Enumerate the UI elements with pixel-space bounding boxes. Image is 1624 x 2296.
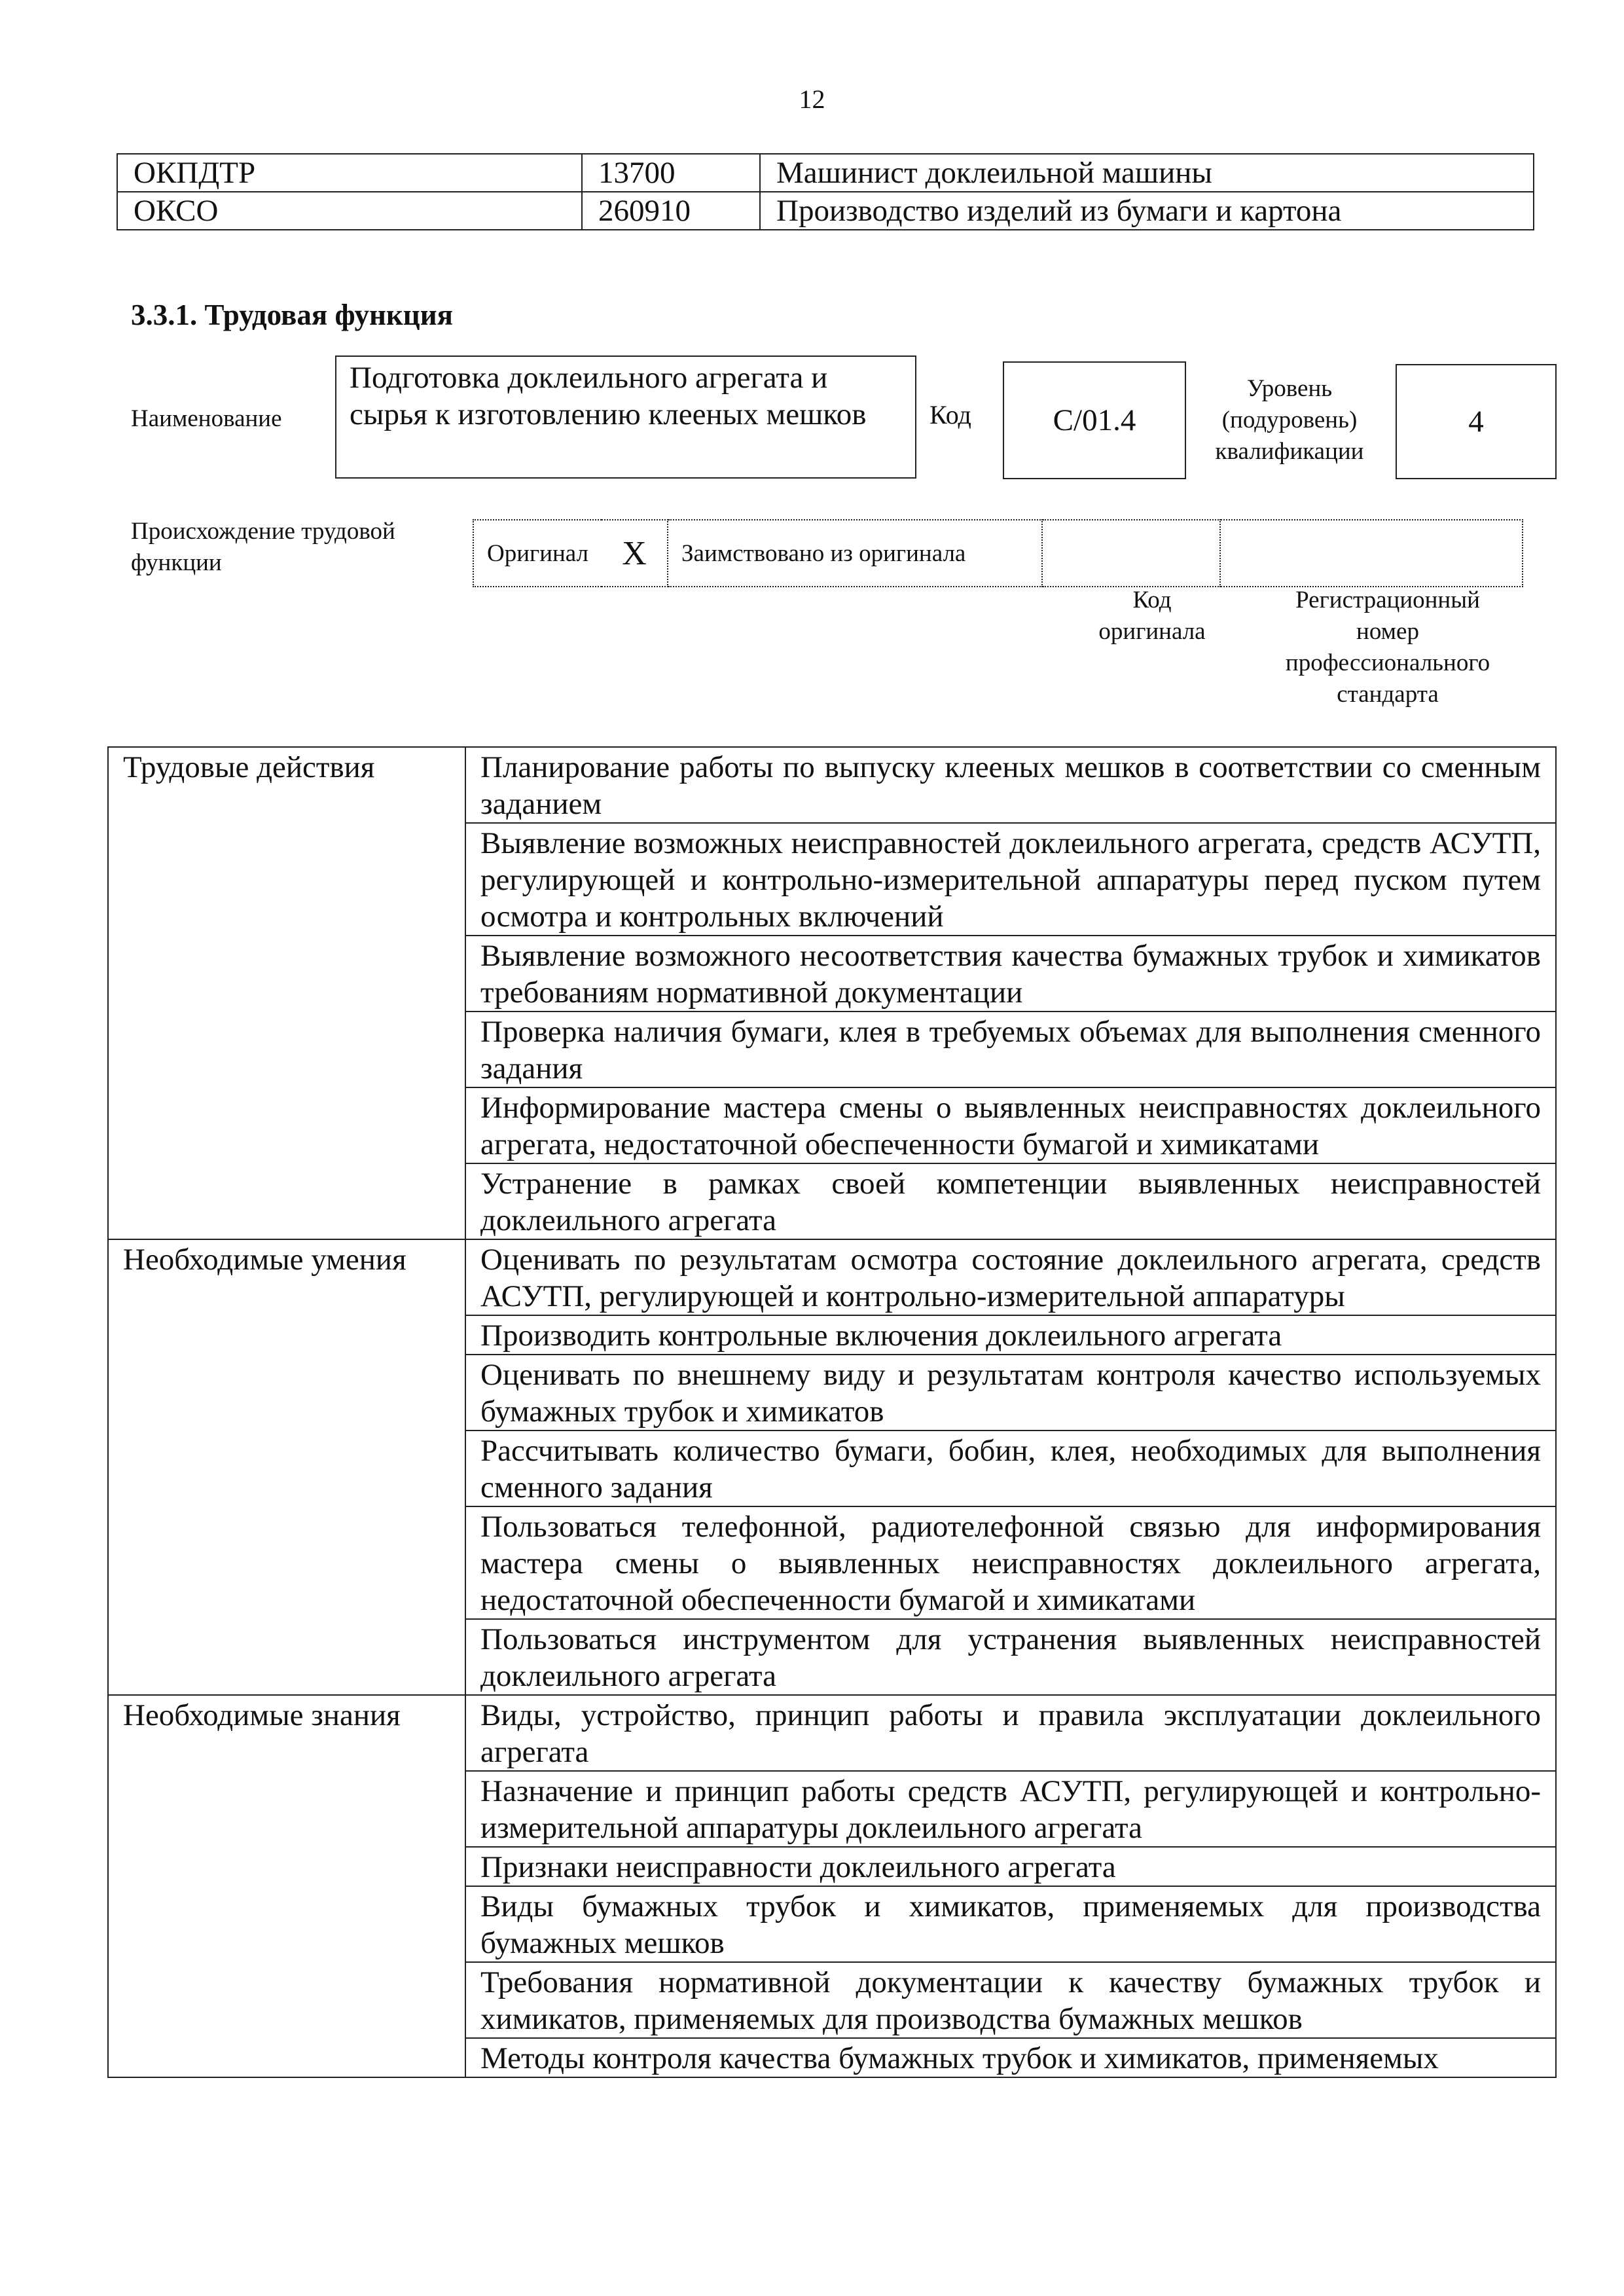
list-item: Признаки неисправности доклеильного агрегата: [465, 1847, 1556, 1886]
list-item: Информирование мастера смены о выявленных неисправностях доклеильного агрегата, недостаточной обеспеченности бумагой и химикатами: [465, 1087, 1556, 1163]
origin-label: Происхождение трудовой функции: [131, 518, 395, 576]
table-row: [108, 1695, 1556, 1771]
borrowed-label: Заимствовано из оригинала: [668, 520, 1042, 587]
list-item: Методы контроля качества бумажных трубок и химикатов, применяемых: [465, 2038, 1556, 2077]
list-item: Пользоваться инструментом для устранения выявленных неисправностей доклеильного агрегата: [465, 1619, 1556, 1695]
list-item: Устранение в рамках своей компетенции выявленных неисправностей доклеильного агрегата: [465, 1163, 1556, 1239]
section-title: Трудовые действия: [108, 747, 465, 1239]
qualification-level-box: 4: [1396, 364, 1557, 479]
section-title: Необходимые знания: [108, 1695, 465, 2077]
registration-number-cell: [1220, 520, 1523, 587]
list-item: Планирование работы по выпуску клееных мешков в соответствии со сменным заданием: [465, 747, 1556, 823]
list-item: Виды, устройство, принцип работы и правила эксплуатации доклеильного агрегата: [465, 1695, 1556, 1771]
list-item: Виды бумажных трубок и химикатов, применяемых для производства бумажных мешков: [465, 1886, 1556, 1962]
table-row: [117, 154, 1534, 192]
list-item: Выявление возможных неисправностей доклеильного агрегата, средств АСУТП, регулирующей и контрольно-измерительной аппаратуры перед пуском путем осмотра и контрольных включений: [465, 823, 1556, 936]
list-item: Выявление возможного несоответствия качества бумажных трубок и химикатов требованиям нормативной документации: [465, 936, 1556, 1011]
list-item: Требования нормативной документации к качеству бумажных трубок и химикатов, применяемых для производства бумажных мешков: [465, 1962, 1556, 2038]
origin-table: [473, 519, 1523, 587]
function-code-box: C/01.4: [1003, 361, 1186, 479]
list-item: Пользоваться телефонной, радиотелефонной связью для информирования мастера смены о выявленных неисправностях доклеильного агрегата, недостаточной обеспеченности бумагой и химикатами: [465, 1506, 1556, 1619]
code-cell: 13700: [582, 154, 760, 192]
name-label: Наименование: [131, 405, 282, 432]
table-row: [108, 1239, 1556, 1315]
list-item: Проверка наличия бумаги, клея в требуемых объемах для выполнения сменного задания: [465, 1011, 1556, 1087]
original-code-cell: [1042, 520, 1220, 587]
classifier-cell: ОКСО: [117, 192, 582, 230]
original-mark: X: [602, 520, 668, 587]
function-details-table: [107, 746, 1557, 2078]
qualification-level-label: Уровень (подуровень) квалификации: [1215, 375, 1364, 465]
registration-number-label: Регистрационный номер профессионального стандарта: [1285, 587, 1490, 708]
table-row: [117, 192, 1534, 230]
code-label: Код: [929, 400, 971, 429]
section-title: Необходимые умения: [108, 1239, 465, 1695]
section-heading: 3.3.1. Трудовая функция: [131, 299, 454, 331]
list-item: Производить контрольные включения доклеильного агрегата: [465, 1315, 1556, 1355]
table-row: [108, 747, 1556, 823]
table-row: [473, 520, 1523, 587]
function-name-box: Подготовка доклеильного агрегата и сырья к изготовлению клееных мешков: [335, 355, 916, 479]
original-code-label: Код оригинала: [1098, 587, 1206, 645]
name-cell: Производство изделий из бумаги и картона: [760, 192, 1534, 230]
name-cell: Машинист доклеильной машины: [760, 154, 1534, 192]
page-number: 12: [799, 84, 825, 114]
list-item: Оценивать по внешнему виду и результатам контроля качество используемых бумажных трубок и химикатов: [465, 1355, 1556, 1430]
list-item: Оценивать по результатам осмотра состояние доклеильного агрегата, средств АСУТП, регулирующей и контрольно-измерительной аппаратуры: [465, 1239, 1556, 1315]
classifier-cell: ОКПДТР: [117, 154, 582, 192]
classification-codes-table: [117, 153, 1534, 230]
code-cell: 260910: [582, 192, 760, 230]
original-label: Оригинал: [473, 520, 602, 587]
list-item: Рассчитывать количество бумаги, бобин, клея, необходимых для выполнения сменного задания: [465, 1430, 1556, 1506]
list-item: Назначение и принцип работы средств АСУТП, регулирующей и контрольно-измерительной аппаратуры доклеильного агрегата: [465, 1771, 1556, 1847]
